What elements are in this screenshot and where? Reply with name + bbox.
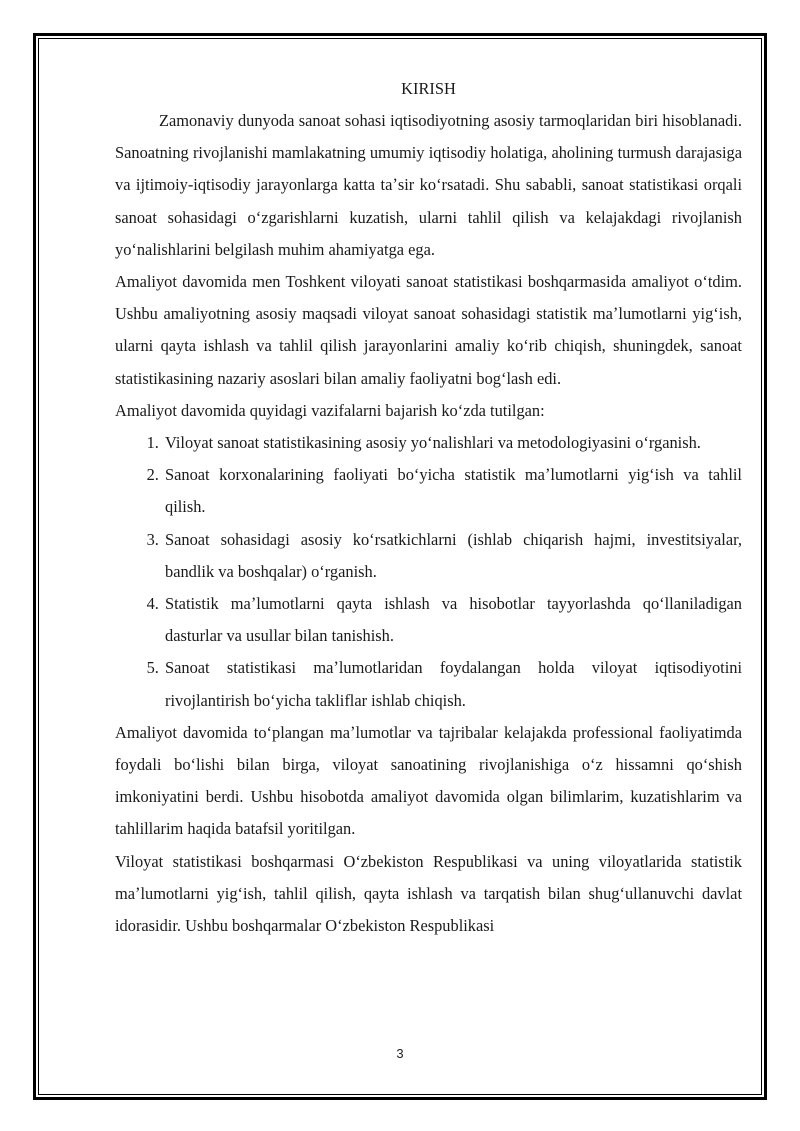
document-title: KIRISH <box>401 79 456 98</box>
list-item: 2. Sanoat korxonalarining faoliyati boʻyicha statistik maʼlumotlarni yigʻish va tahlil qilish. <box>163 459 742 523</box>
tasks-intro-paragraph: Amaliyot davomida quyidagi vazifalarni bajarish koʻzda tutilgan: <box>115 400 545 420</box>
document-body <box>115 73 742 942</box>
list-item: 4. Statistik maʼlumotlarni qayta ishlash va hisobotlar tayyorlashda qoʻllaniladigan dasturlar va usullar bilan tanishish. <box>163 588 742 652</box>
conclusion-paragraph: Amaliyot davomida toʻplangan maʼlumotlar va tajribalar kelajakda professional faoliyatimda foydali boʻlishi bilan birga, viloyat sanoatining rivojlanishiga oʻz hissamni qoʻshish imkoniyatini berdi. Ushbu hisobotda amaliyot davomida olgan bilimlarim, kuzatishlarim va tahlillarim haqida batafsil yoritilgan. <box>115 722 742 839</box>
practice-paragraph: Amaliyot davomida men Toshkent viloyati sanoat statistikasi boshqarmasida amaliyot oʻtdim. Ushbu amaliyotning asosiy maqsadi viloyat sanoat sohasidagi statistik maʼlumotlarni yigʻish, ularni qayta ishlash va tahlil qilish jarayonlarini amaliy koʻrib chiqish, shuningdek, sanoat statistikasining nazariy asoslari bilan amaliy faoliyatni bogʻlash edi. <box>115 272 742 388</box>
statistics-office-paragraph: Viloyat statistikasi boshqarmasi Oʻzbekiston Respublikasi va uning viloyatlarida statistik maʼlumotlarni yigʻish, tahlil qilish, qayta ishlash va tarqatish bilan shugʻullanuvchi davlat idorasidir. Ushbu boshqarmalar Oʻzbekiston Respublikasi <box>115 851 742 936</box>
tasks-list <box>115 427 742 717</box>
intro-paragraph: Zamonaviy dunyoda sanoat sohasi iqtisodiyotning asosiy tarmoqlaridan biri hisoblanadi. Sanoatning rivojlanishi mamlakatning umumiy iqtisodiy holatiga, aholining turmush darajasiga va ijtimoiy-iqtisodiy jarayonlarga katta taʼsir koʻrsatadi. Shu sababli, sanoat statistikasi orqali sanoat sohasidagi oʻzgarishlarni kuzatish, ularni tahlil qilish va kelajakdagi rivojlanish yoʻnalishlarini belgilash muhim ahamiyatga ega. <box>115 111 742 259</box>
page-number: 3 <box>396 1046 404 1061</box>
list-item: 1. Viloyat sanoat statistikasining asosiy yoʻnalishlari va metodologiyasini oʻrganish. <box>163 427 742 459</box>
list-item: 3. Sanoat sohasidagi asosiy koʻrsatkichlarni (ishlab chiqarish hajmi, investitsiyalar, bandlik va boshqalar) oʻrganish. <box>163 524 742 588</box>
list-item: 5. Sanoat statistikasi maʼlumotlaridan foydalangan holda viloyat iqtisodiyotini rivojlantirish boʻyicha takliflar ishlab chiqish. <box>163 652 742 716</box>
